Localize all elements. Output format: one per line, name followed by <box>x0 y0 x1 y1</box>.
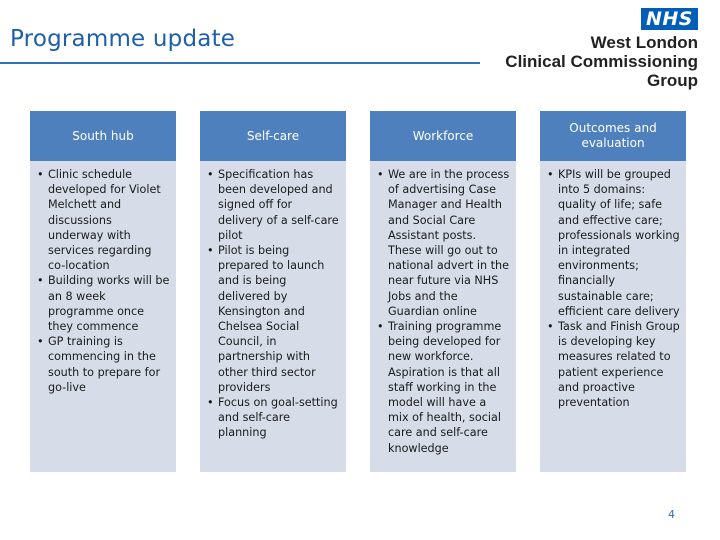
bullet-item: • We are in the process of advertising Case Manager and Health and Social Care Assistant posts. These will go out to national advert in the near future via NHS Jobs and the Guardian online <box>377 168 510 318</box>
bullet-item: • Clinic schedule developed for Violet Melchett and discussions underway with services regarding co-location <box>37 168 161 273</box>
bullet-item: • Task and Finish Group is developing key measures related to patient experience and proactive preventation <box>547 320 680 410</box>
logo-org-line1: West London <box>590 33 698 52</box>
bullet-item: • Specification has been developed and signed off for delivery of a self-care pilot <box>207 168 339 242</box>
column-outcomes-evaluation <box>540 111 686 472</box>
column-self-care <box>200 111 346 472</box>
bullet-item: • Training programme being developed for new workforce. Aspiration is that all staff working in the model will have a mix of health, social care and self-care knowledge <box>377 320 502 455</box>
logo-org-line2: Clinical Commissioning Group <box>505 52 698 90</box>
column-workforce <box>370 111 516 472</box>
column-heading: Self-care <box>200 111 346 161</box>
page-number: 4 <box>668 508 675 521</box>
nhs-badge: NHS <box>641 8 698 30</box>
page-title: Programme update <box>10 26 236 52</box>
column-body <box>200 161 346 441</box>
nhs-logo <box>458 8 698 90</box>
bullet-item: • KPIs will be grouped into 5 domains: quality of life; safe and effective care; professionals working in integrated environments; financially sustainable care; efficient care delivery <box>547 168 680 318</box>
column-body <box>370 161 516 456</box>
column-heading: Outcomes and evaluation <box>540 111 686 161</box>
column-body <box>30 161 176 395</box>
column-heading: Workforce <box>370 111 516 161</box>
bullet-item: • GP training is commencing in the south to prepare for go-live <box>37 335 161 394</box>
column-south-hub <box>30 111 176 472</box>
column-heading: South hub <box>30 111 176 161</box>
bullet-item: • Pilot is being prepared to launch and is being delivered by Kensington and Chelsea Social Council, in partnership with other third sector providers <box>207 244 325 394</box>
title-underline <box>0 62 480 64</box>
bullet-item: • Focus on goal-setting and self-care planning <box>207 396 338 440</box>
column-body <box>540 161 686 410</box>
bullet-item: • Building works will be an 8 week programme once they commence <box>37 274 170 334</box>
